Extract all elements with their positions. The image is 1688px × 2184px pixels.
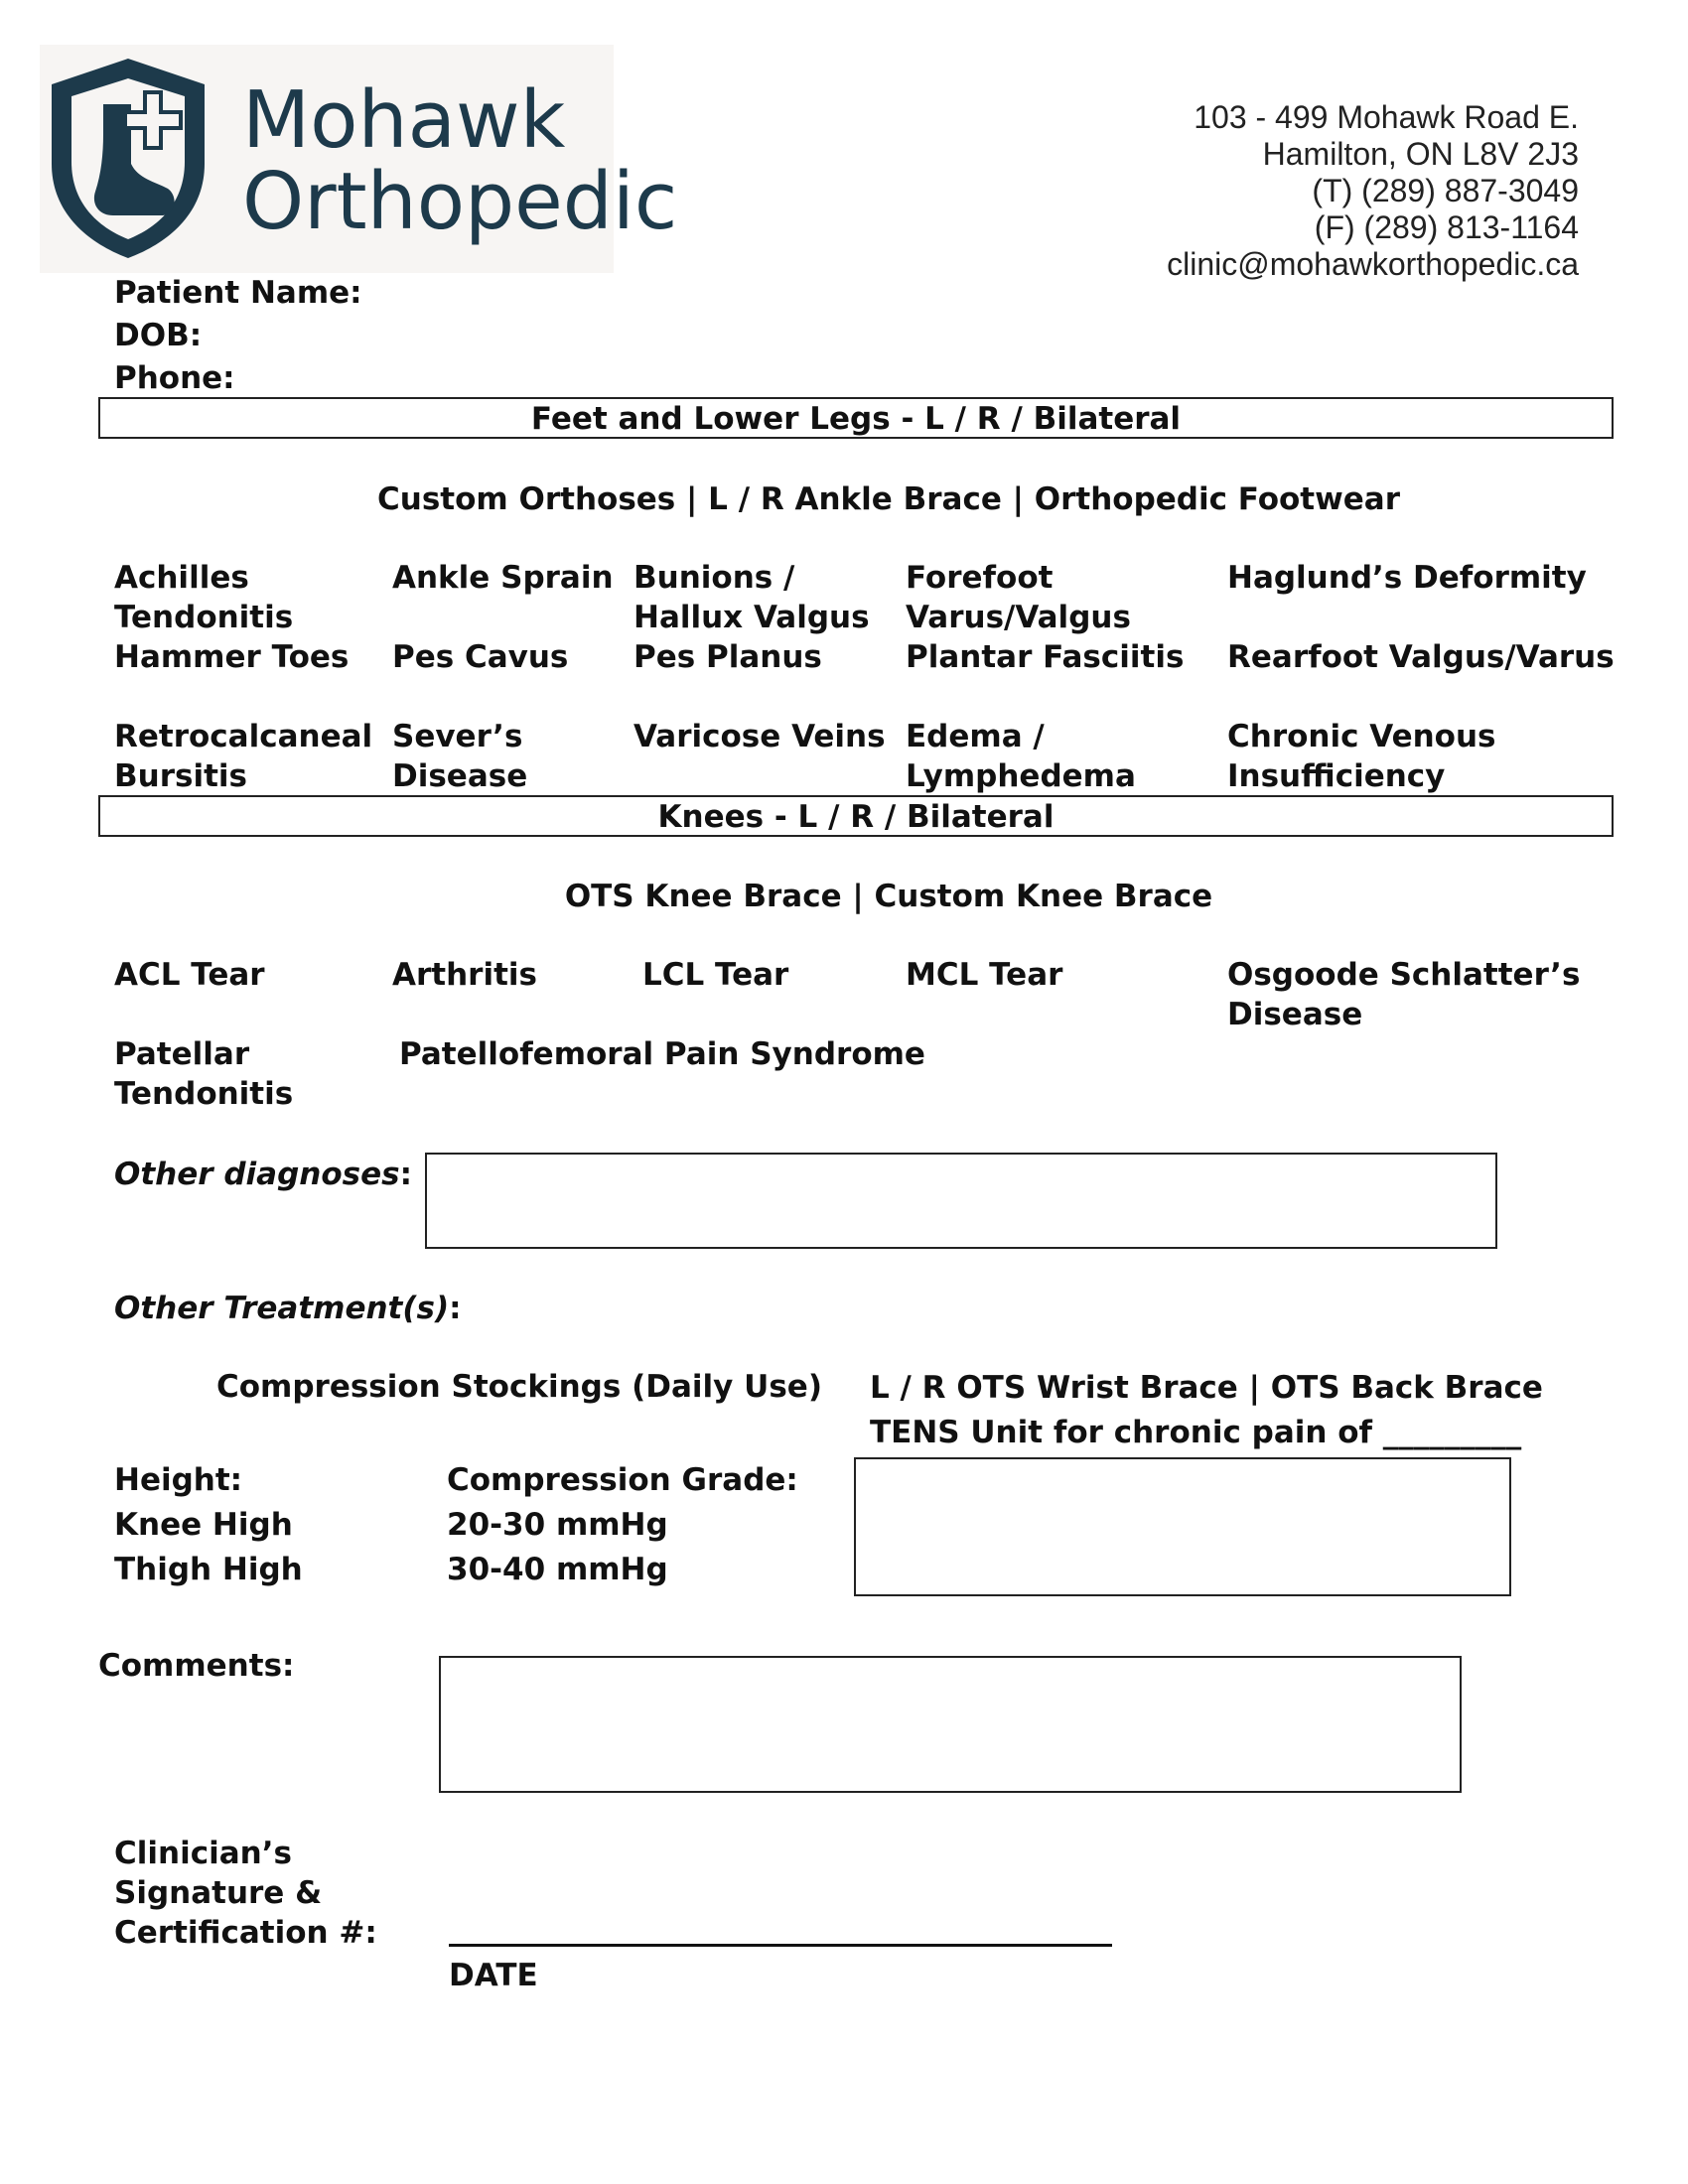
clinic-address-line2: Hamilton, ON L8V 2J3 (1262, 136, 1579, 172)
condition-severs-disease[interactable]: Sever’s Disease (392, 719, 528, 794)
date-label: DATE (449, 1958, 538, 1993)
wrist-back-brace-options[interactable]: L / R OTS Wrist Brace | OTS Back Brace (870, 1370, 1543, 1406)
clinic-fax: (F) (289) 813-1164 (1314, 209, 1579, 245)
height-label: Height: (114, 1462, 243, 1498)
condition-hammer-toes[interactable]: Hammer Toes (114, 639, 350, 675)
condition-mcl-tear[interactable]: MCL Tear (906, 957, 1063, 993)
condition-pes-cavus[interactable]: Pes Cavus (392, 639, 569, 675)
other-treatments-label: Other Treatment(s): (114, 1291, 462, 1326)
comments-field[interactable] (439, 1656, 1462, 1793)
knee-treatment-options: OTS Knee Brace | Custom Knee Brace (564, 879, 1213, 914)
grade-30-40-option[interactable]: 30-40 mmHg (447, 1552, 668, 1587)
clinic-email: clinic@mohawkorthopedic.ca (1167, 246, 1579, 282)
feet-treatment-options: Custom Orthoses | L / R Ankle Brace | Orthopedic Footwear (377, 481, 1400, 517)
condition-acl-tear[interactable]: ACL Tear (114, 957, 265, 993)
feet-section-header (98, 397, 1614, 439)
condition-rearfoot-valgus[interactable]: Rearfoot Valgus/Varus (1227, 639, 1615, 675)
condition-patellar-tendonitis[interactable]: Patellar Tendonitis (114, 1036, 294, 1112)
condition-achilles-tendonitis[interactable]: Achilles Tendonitis (114, 560, 294, 635)
condition-pes-planus[interactable]: Pes Planus (633, 639, 822, 675)
thigh-high-option[interactable]: Thigh High (114, 1552, 303, 1587)
condition-ankle-sprain[interactable]: Ankle Sprain (392, 560, 614, 596)
clinic-address-line1: 103 - 499 Mohawk Road E. (1194, 99, 1579, 135)
condition-lcl-tear[interactable]: LCL Tear (642, 957, 789, 993)
tens-unit-option[interactable]: TENS Unit for chronic pain of _________ (870, 1415, 1522, 1450)
condition-plantar-fasciitis[interactable]: Plantar Fasciitis (906, 639, 1185, 675)
clinic-name-line1: Mohawk (242, 74, 566, 166)
condition-osgoode-schlatters[interactable]: Osgoode Schlatter’s Disease (1227, 957, 1581, 1032)
grade-20-30-option[interactable]: 20-30 mmHg (447, 1507, 668, 1543)
other-diagnoses-field[interactable] (425, 1153, 1497, 1249)
condition-retrocalcaneal-bursitis[interactable]: Retrocalcaneal Bursitis (114, 719, 373, 794)
condition-edema-lymphedema[interactable]: Edema / Lymphedema (906, 719, 1136, 794)
other-diagnoses-label: Other diagnoses: (114, 1157, 412, 1192)
comments-label: Comments: (98, 1648, 295, 1684)
clinic-logo (40, 45, 678, 273)
other-treatments-field[interactable] (854, 1457, 1511, 1596)
condition-patellofemoral-pain[interactable]: Patellofemoral Pain Syndrome (399, 1036, 925, 1072)
signature-line[interactable] (449, 1944, 1112, 1947)
condition-chronic-venous-insufficiency[interactable]: Chronic Venous Insufficiency (1227, 719, 1496, 794)
condition-varicose-veins[interactable]: Varicose Veins (633, 719, 886, 754)
condition-forefoot-varus[interactable]: Forefoot Varus/Valgus (906, 560, 1131, 635)
patient-name-label: Patient Name: (114, 275, 362, 311)
clinic-phone: (T) (289) 887-3049 (1312, 173, 1579, 208)
knees-section-header (98, 795, 1614, 837)
phone-label: Phone: (114, 360, 235, 396)
dob-label: DOB: (114, 318, 203, 353)
compression-grade-label: Compression Grade: (447, 1462, 798, 1498)
condition-bunions[interactable]: Bunions / Hallux Valgus (633, 560, 870, 635)
knee-high-option[interactable]: Knee High (114, 1507, 293, 1543)
condition-haglunds-deformity[interactable]: Haglund’s Deformity (1227, 560, 1587, 596)
clinic-name-line2: Orthopedic (242, 156, 678, 247)
clinician-signature-label: Clinician’s Signature & Certification #: (114, 1836, 377, 1951)
compression-stockings-title[interactable]: Compression Stockings (Daily Use) (216, 1369, 822, 1405)
knees-section-title: Knees - L / R / Bilateral (657, 799, 1055, 835)
feet-section-title: Feet and Lower Legs - L / R / Bilateral (530, 401, 1182, 437)
condition-arthritis[interactable]: Arthritis (392, 957, 537, 993)
shield-foot-icon (44, 55, 212, 263)
